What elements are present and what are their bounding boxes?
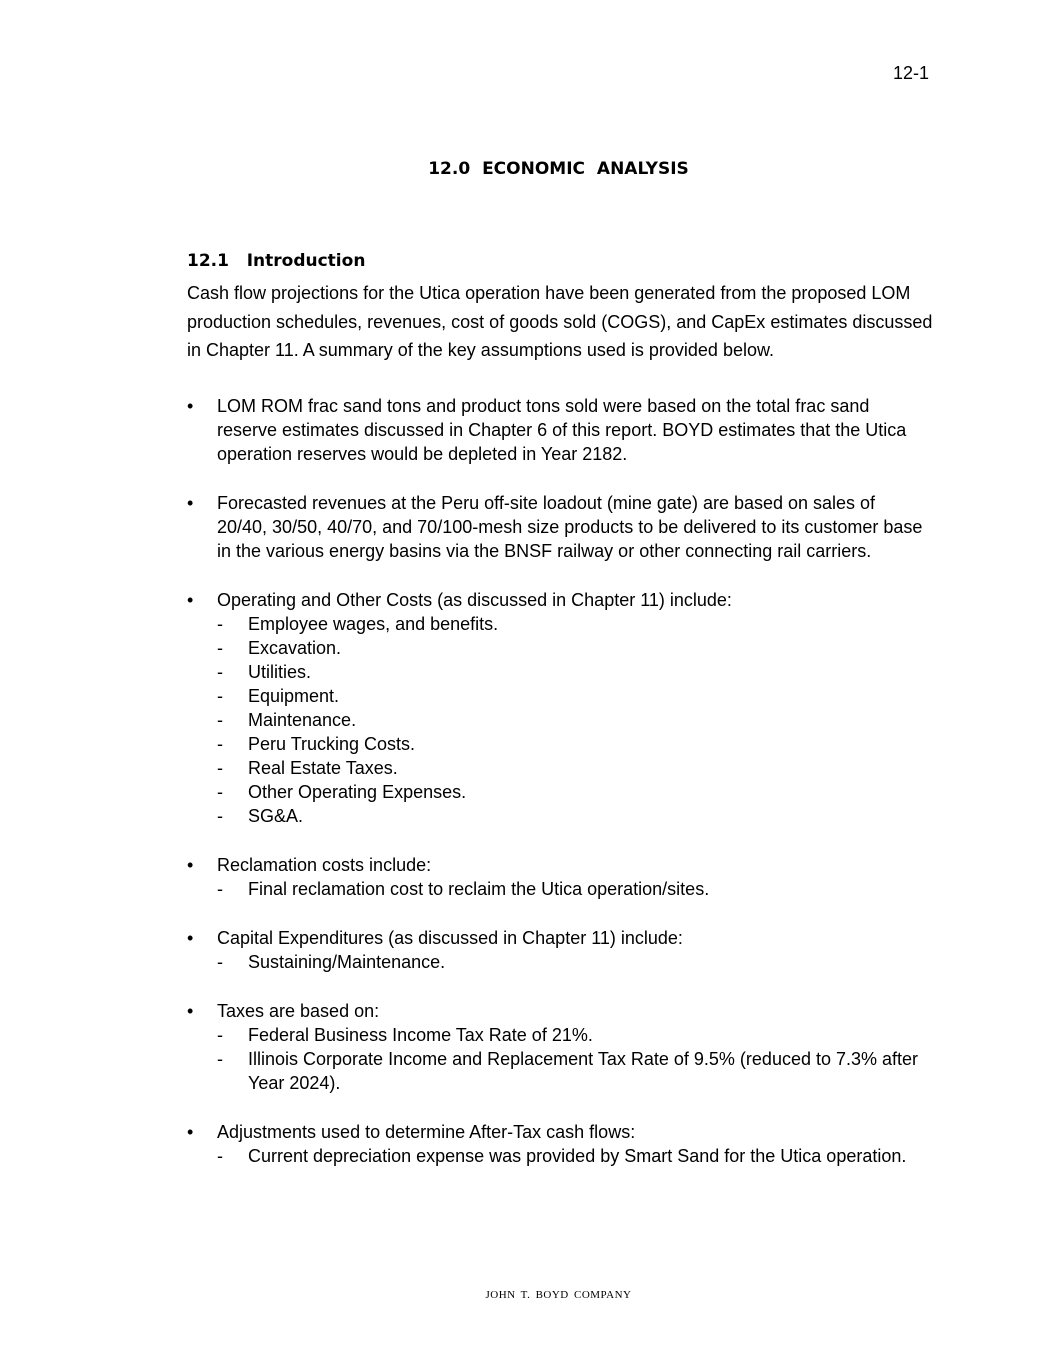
sub-list-item [217,660,927,684]
page-number: 12-1 [893,63,930,83]
bullet-text: Forecasted revenues at the Peru off-site loadout (mine gate) are based on sales of 20/40, 30/50, 40/70, and 70/100-mesh size products to be delivered to its customer base in the various energy basins via the BNSF railway or other connecting rail carriers. [217,493,923,561]
sub-item-text: SG&A. [248,806,304,826]
sub-list-item [217,732,927,756]
sub-list-item [217,756,927,780]
bullet-icon: • [187,1001,194,1021]
bullet-item [187,999,927,1095]
sub-item-text: Equipment. [248,686,340,706]
footer-company-name: JOHN T. BOYD COMPANY [485,1289,632,1301]
chapter-title: 12.0 ECONOMIC ANALYSIS [428,159,689,179]
sub-list [217,1023,927,1095]
dash-icon: - [217,734,223,754]
bullet-item [187,1120,927,1168]
sub-item-text: Peru Trucking Costs. [248,734,416,754]
dash-icon: - [217,1049,223,1069]
bullet-icon: • [187,590,194,610]
sub-item-text: Federal Business Income Tax Rate of 21%. [248,1025,593,1045]
bullet-text: LOM ROM frac sand tons and product tons sold were based on the total frac sand reserve estimates discussed in Chapter 6 of this report. BOYD estimates that the Utica operation reserves would be depleted in Year 2182. [217,396,907,464]
sub-list [217,1144,927,1168]
bullet-icon: • [187,928,194,948]
sub-item-text: Current depreciation expense was provided by Smart Sand for the Utica operation. [248,1146,907,1166]
sub-list-item [217,1144,927,1168]
bullet-icon: • [187,1122,194,1142]
sub-list-item [217,636,927,660]
sub-item-text: Sustaining/Maintenance. [248,952,446,972]
sub-list-item [217,708,927,732]
bullet-item [187,588,927,828]
sub-list-item [217,780,927,804]
dash-icon: - [217,758,223,778]
sub-item-text: Maintenance. [248,710,357,730]
dash-icon: - [217,686,223,706]
bullet-icon: • [187,855,194,875]
bullet-text: Capital Expenditures (as discussed in Chapter 11) include: [217,928,683,948]
sub-item-text: Utilities. [248,662,312,682]
intro-paragraph: Cash flow projections for the Utica operation have been generated from the proposed LOM production schedules, revenues, cost of goods sold (COGS), and CapEx estimates discussed in Chapter 11. A summary of the key assumptions used is provided below. [187,283,933,360]
sub-item-text: Real Estate Taxes. [248,758,398,778]
dash-icon: - [217,1025,223,1045]
sub-item-text: Final reclamation cost to reclaim the Utica operation/sites. [248,879,710,899]
bullet-text: Taxes are based on: [217,1001,380,1021]
sub-item-text: Other Operating Expenses. [248,782,467,802]
dash-icon: - [217,879,223,899]
sub-list [217,950,927,974]
dash-icon: - [217,952,223,972]
bullet-text: Reclamation costs include: [217,855,432,875]
bullet-item [187,491,927,563]
section-number: 12.1 [187,251,229,271]
bullet-item [187,853,927,901]
sub-list-item [217,1023,927,1047]
sub-list [217,612,927,828]
bullet-icon: • [187,396,194,416]
dash-icon: - [217,710,223,730]
dash-icon: - [217,638,223,658]
sub-item-text: Excavation. [248,638,342,658]
section-title: Introduction [246,251,366,271]
sub-list-item [217,877,927,901]
section-heading [187,250,365,272]
dash-icon: - [217,614,223,634]
bullet-icon: • [187,493,194,513]
dash-icon: - [217,662,223,682]
sub-list-item [217,612,927,636]
sub-list [217,877,927,901]
sub-item-text: Employee wages, and benefits. [248,614,499,634]
dash-icon: - [217,806,223,826]
assumption-list [187,394,927,1193]
sub-item-text: Illinois Corporate Income and Replacement Tax Rate of 9.5% (reduced to 7.3% after Year 2024). [248,1049,919,1093]
bullet-item [187,926,927,974]
dash-icon: - [217,782,223,802]
bullet-item [187,394,927,466]
sub-list-item [217,804,927,828]
sub-list-item [217,950,927,974]
bullet-text: Operating and Other Costs (as discussed in Chapter 11) include: [217,590,732,610]
sub-list-item [217,1047,927,1095]
bullet-text: Adjustments used to determine After-Tax cash flows: [217,1122,636,1142]
dash-icon: - [217,1146,223,1166]
sub-list-item [217,684,927,708]
